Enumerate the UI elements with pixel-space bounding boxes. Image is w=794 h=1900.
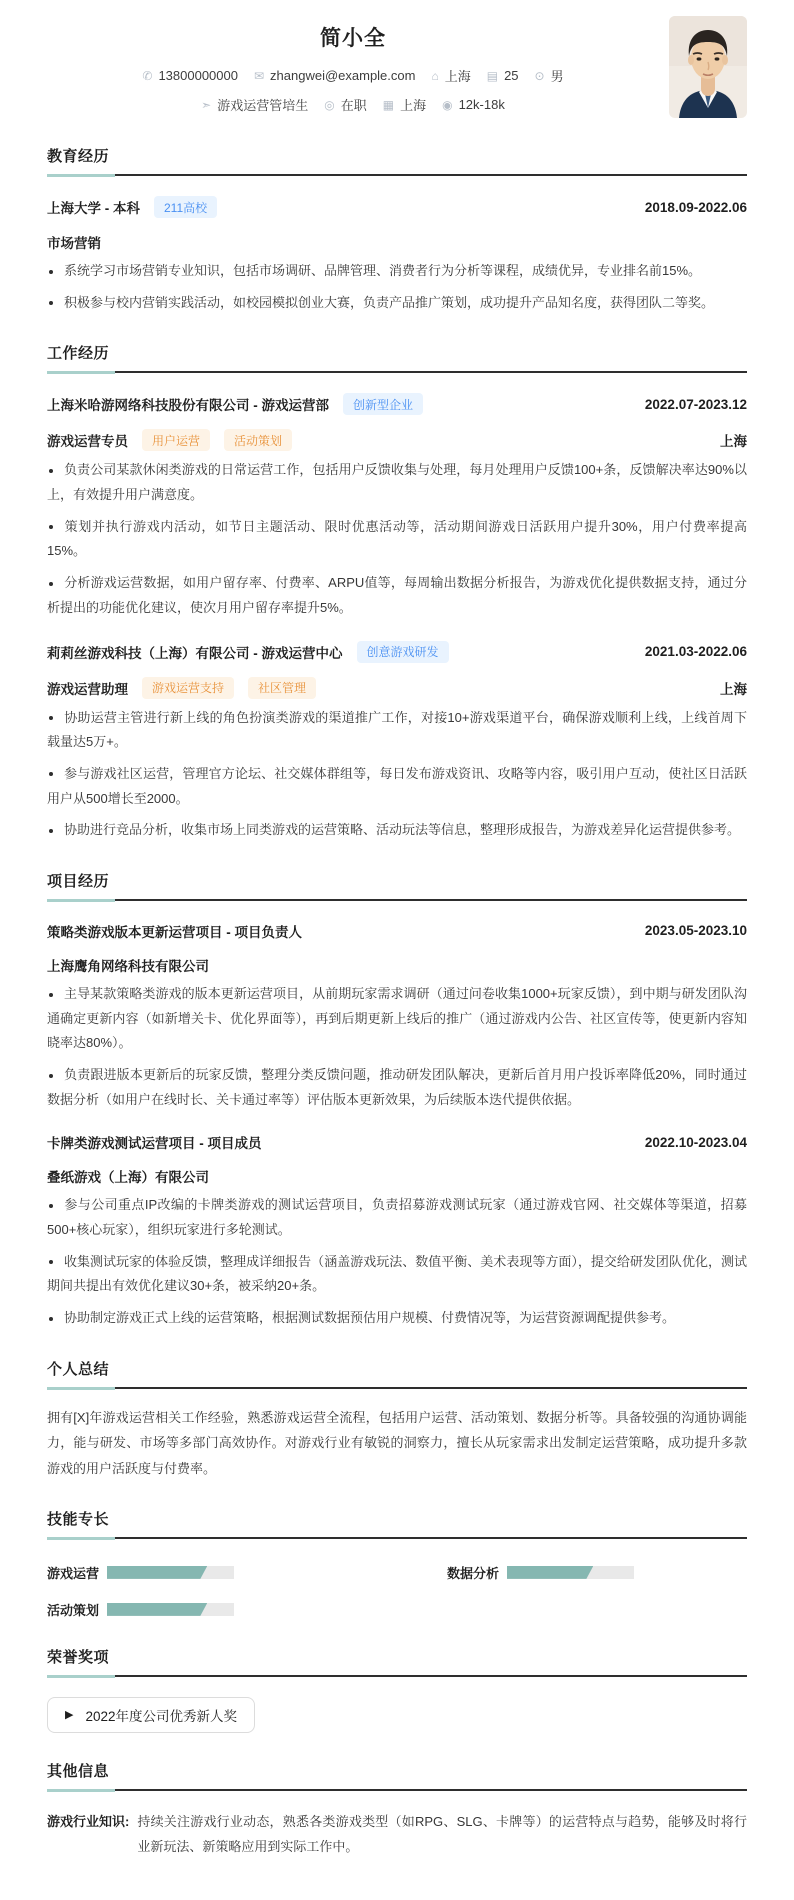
tag-orange: 游戏运营支持: [142, 677, 234, 699]
section-title: 其他信息: [47, 1762, 110, 1780]
section-title: 项目经历: [47, 872, 110, 890]
entry-title: 策略类游戏版本更新运营项目 - 项目负责人: [47, 924, 302, 940]
entry-subtitle: 叠纸游戏（上海）有限公司: [47, 1170, 209, 1186]
entry-subtitle: 市场营销: [47, 236, 101, 251]
skill-item: [47, 1563, 347, 1582]
honor-badge: [47, 1697, 255, 1733]
entry-title-row: [47, 196, 747, 218]
contact-item: [324, 95, 367, 114]
education-entries: [47, 196, 747, 315]
tag-orange: 社区管理: [248, 677, 316, 699]
entry-title-left: [47, 393, 423, 415]
entry-subtitle-row: [47, 429, 747, 451]
profile-photo: [669, 16, 747, 118]
skill-bar-fill: [507, 1566, 593, 1579]
entry-title: 上海大学 - 本科: [47, 201, 140, 216]
contact-text: 上海: [444, 69, 471, 84]
skill-bar: [107, 1566, 234, 1579]
bullet-item: 主导某款策略类游戏的版本更新运营项目，从前期玩家需求调研（通过问卷收集1000+玩家反馈），到中期与研发团队沟通确定更新内容（如新增关卡、优化界面等），再到后期更新上线后的推广（通过游戏内公告、社区宣传等，使更新内容知晓率达80%）。: [47, 982, 747, 1056]
entry-title-left: [47, 196, 217, 218]
entry-title-left: [47, 641, 449, 663]
entry-subtitle-left: [47, 955, 209, 975]
bullet-list: [47, 458, 747, 620]
contact-text: 游戏运营管培生: [217, 98, 309, 113]
contact-row-2: [47, 95, 659, 114]
skill-label: 游戏运营: [47, 1565, 100, 1581]
entry-title: 卡牌类游戏测试运营项目 - 项目成员: [47, 1136, 262, 1152]
contact-text: 25: [504, 68, 519, 83]
entry-title: 莉莉丝游戏科技（上海）有限公司 - 游戏运营中心: [47, 645, 343, 661]
entry-date: 2022.07-2023.12: [644, 396, 747, 412]
entry-subtitle-left: [47, 232, 101, 252]
contact-text: 男: [550, 69, 564, 84]
entry: [47, 393, 747, 620]
contact-item: [142, 68, 238, 83]
section-skills: [47, 1508, 747, 1619]
contact-text: 13800000000: [158, 68, 238, 83]
bullet-item: 系统学习市场营销专业知识，包括市场调研、品牌管理、消费者行为分析等课程，成绩优异，专业排名前15%。: [47, 259, 747, 284]
skill-bar: [107, 1603, 234, 1616]
section-honors: [47, 1646, 747, 1733]
phone-icon: ✆: [142, 68, 153, 83]
tag-orange: 活动策划: [224, 429, 292, 451]
contact-item: [383, 95, 426, 114]
tag-blue: 创新型企业: [343, 393, 423, 415]
entry-subtitle-left: [47, 677, 316, 699]
section-title: 技能专长: [47, 1510, 110, 1528]
other-info-text: 持续关注游戏行业动态，熟悉各类游戏类型（如RPG、SLG、卡牌等）的运营特点与趋势，能够及时将行业新玩法、新策略应用到实际工作中。: [137, 1813, 747, 1855]
skill-item: [447, 1563, 747, 1582]
entry: [47, 196, 747, 315]
entry-subtitle-row: [47, 677, 747, 699]
section-title: 工作经历: [47, 345, 110, 363]
contact-item: [535, 66, 564, 85]
section-other: [47, 1760, 747, 1860]
tag-orange: 用户运营: [142, 429, 210, 451]
bullet-item: 参与公司重点IP改编的卡牌类游戏的测试运营项目，负责招募游戏测试玩家（通过游戏官网、社交媒体等渠道，招募500+核心玩家），组织玩家进行多轮测试。: [47, 1193, 747, 1242]
bullet-list: [47, 1193, 747, 1330]
section-heading: [47, 145, 747, 176]
bullet-list: [47, 259, 747, 315]
salary-icon: ◉: [442, 97, 453, 112]
bullet-item: 负责公司某款休闲类游戏的日常运营工作，包括用户反馈收集与处理，每月处理用户反馈100+条，反馈解决率达90%以上，有效提升用户满意度。: [47, 458, 747, 507]
bullet-item: 协助进行竞品分析，收集市场上同类游戏的运营策略、活动玩法等信息，整理形成报告，为游戏差异化运营提供参考。: [47, 818, 747, 843]
entry-location: 上海: [720, 434, 747, 450]
bullet-list: [47, 706, 747, 843]
section-title: 个人总结: [47, 1360, 110, 1378]
bullet-item: 负责跟进版本更新后的玩家反馈，整理分类反馈问题，推动研发团队解决，更新后首月用户投诉率降低20%，同时通过数据分析（如用户在线时长、关卡通过率等）评估版本更新效果，为后续版本迭代提供依据。: [47, 1063, 747, 1112]
contact-item: [201, 95, 308, 114]
other-info-item: [47, 1809, 747, 1860]
entry-title-left: [47, 1132, 262, 1152]
contact-text: zhangwei@example.com: [270, 68, 416, 83]
entry-subtitle-row: [47, 232, 747, 252]
bullet-item: 协助制定游戏正式上线的运营策略，根据测试数据预估用户规模、付费情况等，为运营资源调配提供参考。: [47, 1306, 747, 1331]
header-main: [47, 16, 659, 114]
entry-title-row: [47, 1132, 747, 1152]
section-summary: [47, 1358, 747, 1481]
entry-title-row: [47, 921, 747, 941]
project-entries: [47, 921, 747, 1331]
section-title: 教育经历: [47, 148, 110, 165]
other-info-label: 游戏行业知识:: [47, 1813, 130, 1829]
entry-title-row: [47, 393, 747, 415]
skills-grid: [47, 1545, 747, 1619]
contact-text: 在职: [340, 98, 367, 113]
entry-date: 2021.03-2022.06: [644, 644, 747, 659]
gender-icon: ⊙: [534, 68, 545, 83]
entry-location: 上海: [720, 681, 747, 697]
bullet-list: [47, 982, 747, 1112]
skill-bar-fill: [107, 1603, 207, 1616]
honor-text: 2022年度公司优秀新人奖: [85, 1708, 238, 1724]
location-icon: ⌂: [431, 68, 439, 83]
section-education: [47, 145, 747, 315]
candidate-name: 简小全: [320, 27, 386, 50]
entry-subtitle: 游戏运营助理: [47, 681, 128, 697]
skill-label: 活动策划: [47, 1602, 100, 1618]
entry-title-left: [47, 921, 302, 941]
section-projects: [47, 870, 747, 1331]
contact-item: [254, 68, 416, 83]
entry-subtitle: 上海鹰角网络科技有限公司: [47, 958, 209, 974]
contact-item: [487, 68, 519, 83]
tag-blue: 211高校: [154, 196, 217, 218]
contact-text: 12k-18k: [458, 97, 505, 112]
play-icon: ▶: [65, 1709, 74, 1722]
contact-row-1: [47, 66, 659, 85]
section-heading: [47, 1646, 747, 1677]
entry-subtitle-row: [47, 955, 747, 975]
work-entries: [47, 393, 747, 843]
entry-subtitle-left: [47, 429, 292, 451]
email-icon: ✉: [253, 68, 265, 83]
resume-header: [47, 16, 747, 118]
skill-bar: [507, 1566, 634, 1579]
summary-text: 拥有[X]年游戏运营相关工作经验，熟悉游戏运营全流程，包括用户运营、活动策划、数据分析等。具备较强的沟通协调能力，能与研发、市场等多部门高效协作。对游戏行业有敏锐的洞察力，擅长从玩家需求出发制定运营策略，成功提升多款游戏的用户活跃度与付费率。: [47, 1409, 747, 1476]
entry-subtitle: 游戏运营专员: [47, 434, 128, 450]
job-intention-icon: ➣: [201, 97, 212, 112]
bullet-item: 策划并执行游戏内活动，如节日主题活动、限时优惠活动等，活动期间游戏日活跃用户提升30%，用户付费率提高15%。: [47, 515, 747, 564]
section-title: 荣誉奖项: [47, 1648, 110, 1666]
section-heading: [47, 870, 747, 901]
skill-label: 数据分析: [447, 1565, 500, 1581]
section-heading: [47, 1760, 747, 1791]
contact-text: 上海: [400, 98, 427, 113]
contact-item: [442, 97, 505, 112]
city-icon: ▦: [382, 97, 395, 112]
section-heading: [47, 342, 747, 373]
entry-date: 2023.05-2023.10: [644, 923, 747, 939]
contact-item: [431, 66, 470, 85]
bullet-item: 收集测试玩家的体验反馈，整理成详细报告（涵盖游戏玩法、数值平衡、美术表现等方面），提交给研发团队优化，测试期间共提出有效优化建议30+条，被采纳20+条。: [47, 1250, 747, 1299]
entry-title-row: [47, 641, 747, 663]
job-status-icon: ◎: [324, 97, 335, 112]
entry-subtitle-row: [47, 1166, 747, 1186]
entry: [47, 641, 747, 843]
section-heading: [47, 1508, 747, 1539]
entry: [47, 921, 747, 1112]
other-list: [47, 1809, 747, 1860]
entry: [47, 1132, 747, 1330]
section-heading: [47, 1358, 747, 1389]
entry-subtitle-left: [47, 1166, 209, 1186]
skill-item: [47, 1600, 347, 1619]
bullet-item: 参与游戏社区运营，管理官方论坛、社交媒体群组等，每日发布游戏资讯、攻略等内容，吸引用户互动，使社区日活跃用户从500增长至2000。: [47, 762, 747, 811]
skill-bar-fill: [107, 1566, 207, 1579]
bullet-item: 协助运营主管进行新上线的角色扮演类游戏的渠道推广工作，对接10+游戏渠道平台，确保游戏顺利上线，上线首周下载量达5万+。: [47, 706, 747, 755]
entry-date: 2018.09-2022.06: [644, 199, 747, 215]
section-work: [47, 342, 747, 843]
entry-date: 2022.10-2023.04: [644, 1134, 747, 1150]
entry-title: 上海米哈游网络科技股份有限公司 - 游戏运营部: [47, 398, 329, 414]
tag-blue: 创意游戏研发: [357, 641, 449, 663]
age-icon: ▤: [486, 68, 499, 83]
profile-photo-image: [669, 16, 747, 118]
bullet-item: 积极参与校内营销实践活动，如校园模拟创业大赛，负责产品推广策划，成功提升产品知名度，获得团队二等奖。: [47, 291, 747, 316]
honor-list: [47, 1677, 747, 1733]
bullet-item: 分析游戏运营数据，如用户留存率、付费率、ARPU值等，每周输出数据分析报告，为游戏优化提供数据支持，通过分析提出的功能优化建议，使次月用户留存率提升5%。: [47, 571, 747, 620]
